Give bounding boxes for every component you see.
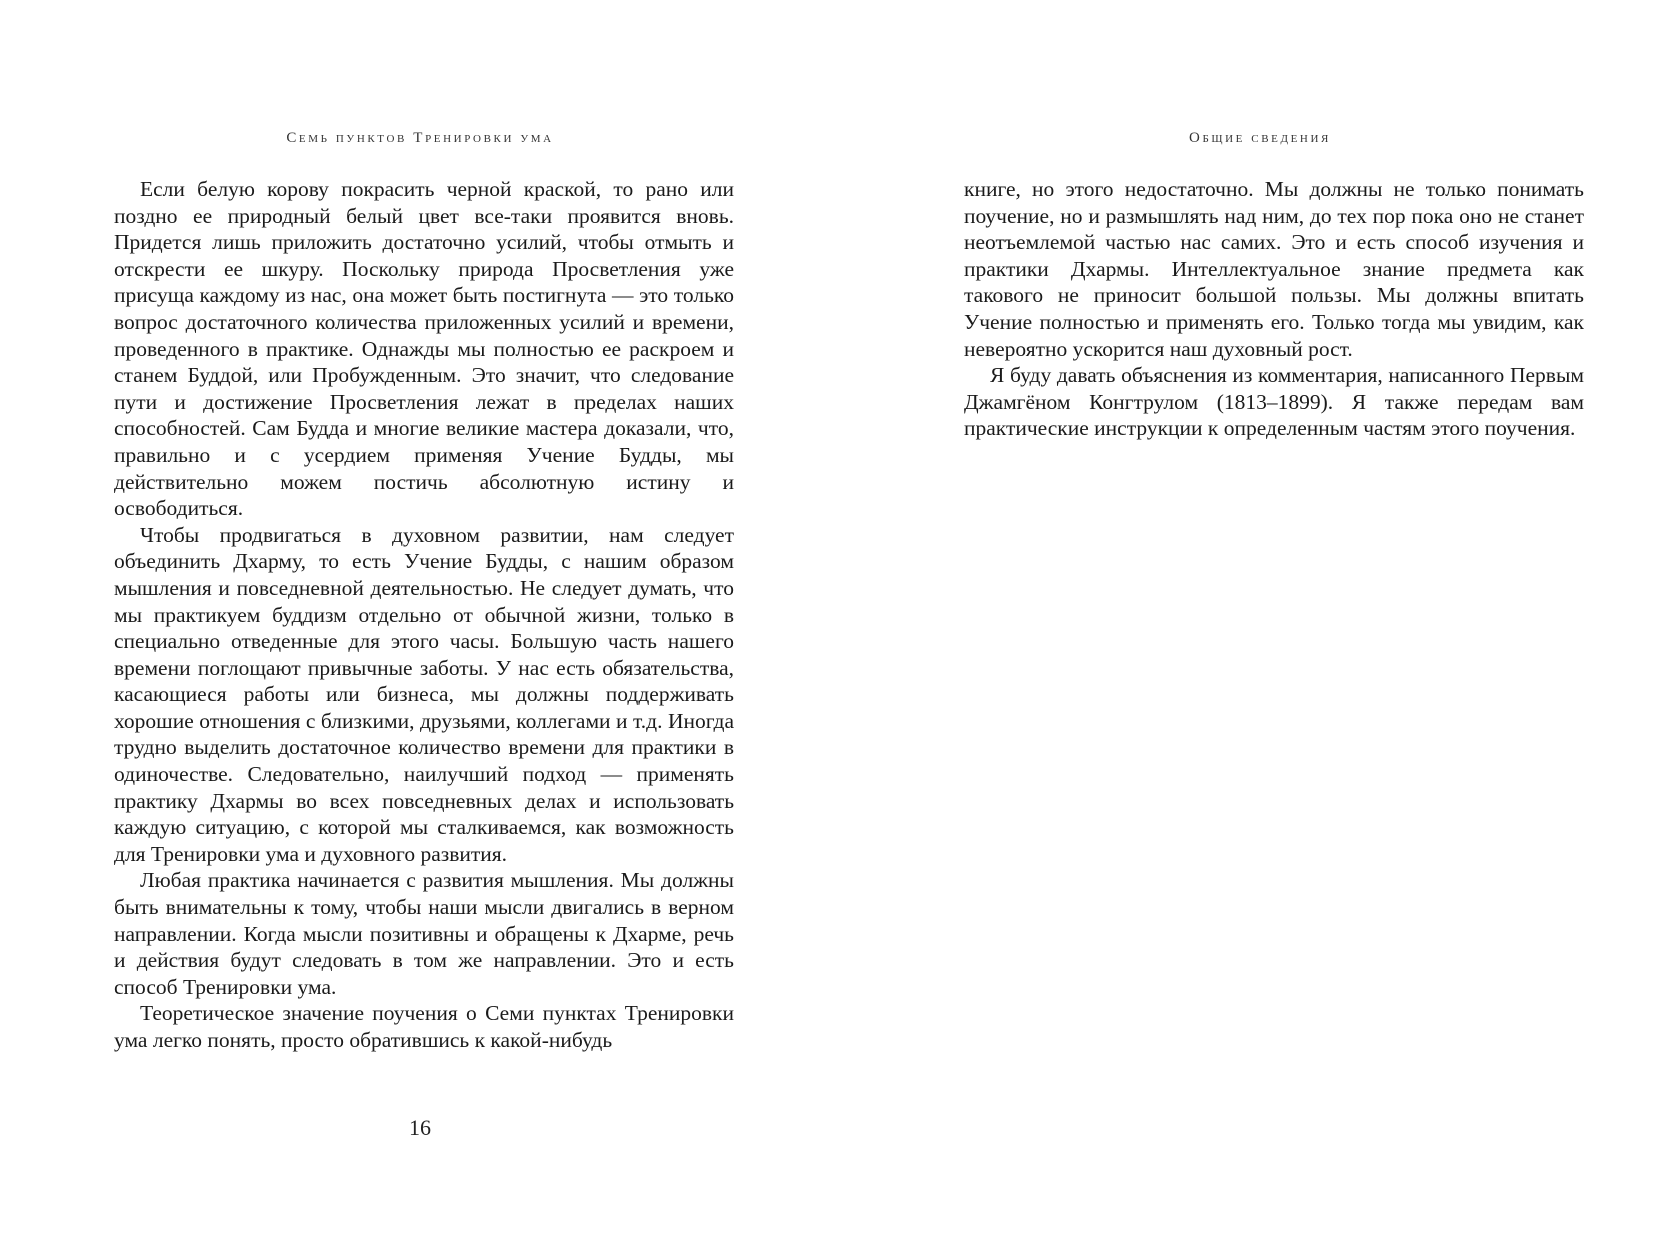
left-text-block [114, 176, 734, 1054]
paragraph: Я буду давать объяснения из комментария, написанного Первым Джамгёном Конгтрулом (1813–1899). Я также передам вам практические инструкции к определенным частям этого поучения. [964, 363, 1584, 441]
right-page [840, 0, 1680, 1260]
running-head-right: Общие сведения [1189, 130, 1331, 146]
paragraph: Чтобы продвигаться в духовном развитии, нам следует объединить Дхарму, то есть Учение Будды, с нашим образом мышления и повседневной деятельностью. Не следует думать, что мы практикуем буддизм отдельно от обычной жизни, только в специально отведенные для этого часы. Большую часть нашего времени поглощают привычные заботы. У нас есть обязательства, касающиеся работы или бизнеса, мы должны поддерживать хорошие отношения с близкими, друзьями, коллегами и т.д. Иногда трудно выделить достаточное количество времени для практики в одиночестве. Следовательно, наилучший подход — применять практику Дхармы во всех повседневных делах и использовать каждую ситуацию, с которой мы сталкиваемся, как возможность для Тренировки ума и духовного развития. [114, 522, 734, 866]
page-number: 16 [409, 1115, 431, 1140]
right-text-block [964, 176, 1584, 442]
paragraph: Любая практика начинается с развития мышления. Мы должны быть внимательны к тому, чтобы наши мысли двигались в верном направлении. Когда мысли позитивны и обращены к Дхарме, речь и действия будут следовать в том же направлении. Это и есть способ Тренировки ума. [114, 868, 734, 999]
paragraph: Если белую корову покрасить черной краской, то рано или поздно ее природный белый цвет все-таки проявится вновь. Придется лишь приложить достаточно усилий, чтобы отмыть и отскрести ее шкуру. Поскольку природа Просветления уже присуща каждому из нас, она может быть постигнута — это только вопрос достаточного количества приложенных усилий и времени, проведенного в практике. Однажды мы полностью ее раскроем и станем Буддой, или Пробужденным. Это значит, что следование пути и достижение Просветления лежат в пределах наших способностей. Сам Будда и многие великие мастера доказали, что, правильно и с усердием применяя Учение Будды, мы действительно можем постичь абсолютную истину и освободиться. [114, 177, 734, 521]
running-head-left: Семь пунктов Тренировки ума [286, 130, 554, 146]
paragraph: книге, но этого недостаточно. Мы должны не только понимать поучение, но и размышлять над ним, до тех пор пока оно не станет неотъемлемой частью нас самих. Это и есть способ изучения и практики Дхармы. Интеллектуальное знание предмета как такового не приносит большой пользы. Мы должны впитать Учение полностью и применять его. Только тогда мы увидим, как невероятно ускорится наш духовный рост. [964, 177, 1584, 361]
paragraph: Теоретическое значение поучения о Семи пунктах Тренировки ума легко понять, просто обратившись к какой-нибудь [114, 1001, 734, 1052]
